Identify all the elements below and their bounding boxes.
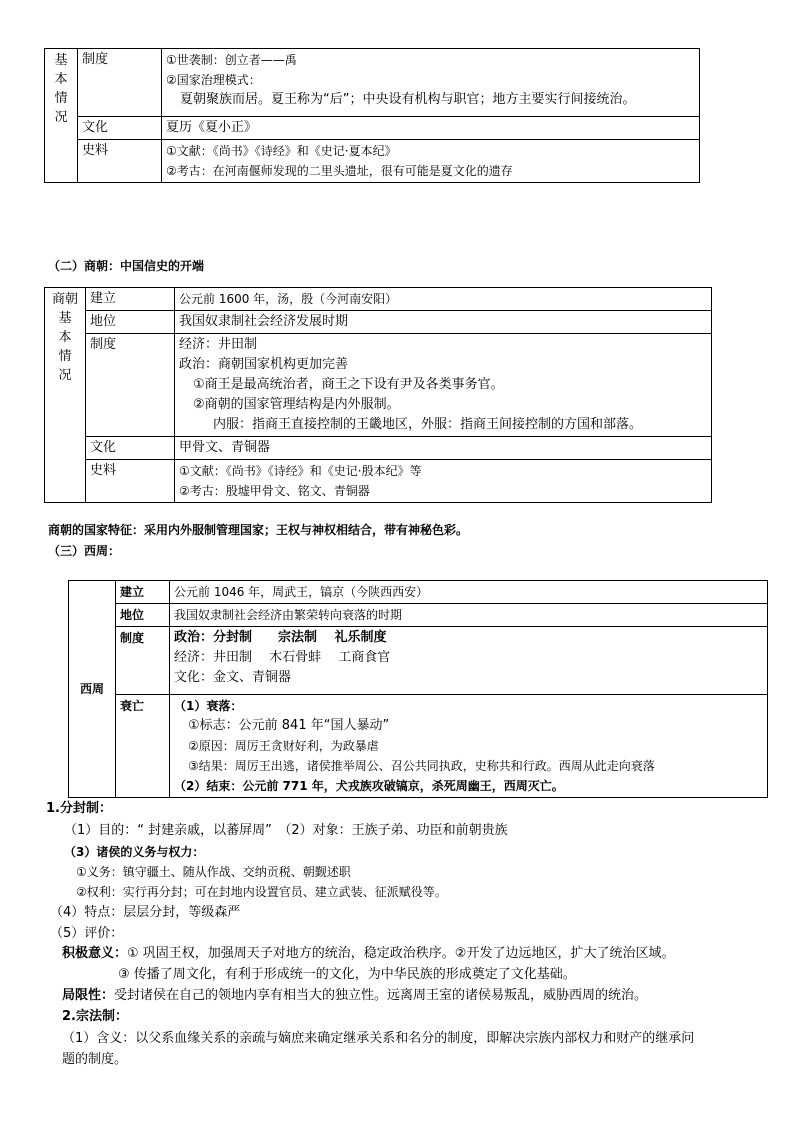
- content-line: 夏历《夏小正》: [166, 120, 258, 135]
- row-label: 制度: [86, 334, 175, 437]
- row-content: [175, 437, 712, 460]
- row-label: 史料: [86, 460, 175, 503]
- fengjian-duties-title: （3）诸侯的义务与权力：: [64, 845, 205, 859]
- row-label: 文化: [78, 117, 162, 140]
- content-line: ①标志：公元前 841 年“国人暴动”: [188, 718, 390, 733]
- zongfa-meaning-1: （1）含义：以父系血缘关系的亲疏与嫡庶来确定继承关系和名分的制度，即解决宗族内部权力和财产的继承问: [62, 1031, 695, 1046]
- content-line: 经济：井田制: [179, 337, 258, 352]
- fengjian-title: 1.分封制：: [46, 801, 112, 816]
- content-line: ①文献：《尚书》《诗经》和《史记·殷本纪》等: [179, 464, 422, 478]
- row-label: 地位: [116, 604, 170, 627]
- row-label: 建立: [116, 581, 170, 604]
- side-char: 况: [58, 368, 72, 383]
- content-line: 夏朝聚族而居。夏王称为“后”；中央设有机构与职官；地方主要实行间接统治。: [180, 92, 636, 107]
- content-line: 我国奴隶制社会经济发展时期: [179, 314, 349, 329]
- fengjian-duty2: ②权利：实行再分封；可在封地内设置官员、建立武装、征派赋役等。: [76, 885, 447, 899]
- row-content: [175, 460, 712, 503]
- row-content: [175, 288, 712, 311]
- zhou-table: [68, 580, 768, 798]
- side-char: 情: [58, 349, 72, 364]
- shang-heading: （二）商朝：中国信史的开端: [48, 259, 205, 273]
- content-line: 政治：分封制 宗法制 礼乐制度: [174, 630, 387, 645]
- fengjian-positive-2: ③ 传播了周文化，有利于形成统一的文化，为中华民族的形成奠定了文化基础。: [118, 967, 576, 982]
- row-content: [175, 334, 712, 437]
- content-line: 我国奴隶制社会经济由繁荣转向衰落的时期: [174, 608, 403, 622]
- row-label: 史料: [78, 140, 162, 183]
- content-line: 公元前 1600 年，汤，殷（今河南安阳）: [179, 292, 398, 306]
- zhou-side-cell: 西周: [69, 581, 116, 798]
- content-line: 政治：商朝国家机构更加完善: [179, 357, 349, 372]
- content-line: 内服：指商王直接控制的王畿地区，外服：指商王间接控制的方国和部落。: [213, 417, 643, 432]
- row-label: 制度: [78, 49, 162, 117]
- shang-side-cell: [45, 288, 86, 503]
- content-line: 公元前 1046 年，周武王，镐京（今陕西西安）: [174, 585, 429, 599]
- shang-feature: 商朝的国家特征：采用内外服制管理国家；王权与神权相结合，带有神秘色彩。: [48, 523, 469, 537]
- side-char: 商朝: [51, 292, 78, 307]
- content-line: ②考古：殷墟甲骨文、铭文、青铜器: [179, 484, 370, 498]
- side-char: 情: [54, 91, 68, 106]
- row-label: 制度: [116, 627, 170, 695]
- row-content: [175, 311, 712, 334]
- content-line: ①世袭制：创立者——禹: [166, 53, 297, 67]
- limit-text: 受封诸侯在自己的领地内享有相当大的独立性。远离周王室的诸侯易叛乱，威胁西周的统治。: [114, 988, 648, 1003]
- content-line: ②国家治理模式：: [166, 73, 261, 87]
- positive-text-1: ① 巩固王权，加强周天子对地方的统治，稳定政治秩序。②开发了边远地区，扩大了统治区域。: [127, 946, 675, 961]
- content-line: ③结果：周厉王出逃，诸侯推举周公、召公共同执政，史称共和行政。西周从此走向衰落: [188, 759, 655, 773]
- content-line: 文化：金文、青铜器: [174, 670, 292, 685]
- zhou-heading: （三）西周：: [48, 544, 121, 558]
- row-content: [170, 695, 768, 798]
- row-content: [162, 49, 700, 117]
- fengjian-positive: [62, 944, 674, 964]
- fengjian-limit: [62, 986, 647, 1006]
- row-label: 地位: [86, 311, 175, 334]
- shang-table: [44, 287, 712, 503]
- row-content: [170, 581, 768, 604]
- zongfa-title: 2.宗法制：: [62, 1009, 128, 1024]
- side-char: 基: [54, 53, 68, 68]
- side-char: 况: [54, 110, 68, 125]
- content-line: ①文献：《尚书》《诗经》和《史记·夏本纪》: [166, 144, 397, 158]
- row-label: 建立: [86, 288, 175, 311]
- content-line: ①商王是最高统治者，商王之下设有尹及各类事务官。: [193, 377, 504, 392]
- row-content: [170, 627, 768, 695]
- content-line: ②考古：在河南偃师发现的二里头遗址，很有可能是夏文化的遗存: [166, 164, 513, 178]
- xia-table: [44, 48, 700, 183]
- row-content: [162, 140, 700, 183]
- content-line: 经济：井田制 木石骨蚌 工商食官: [174, 650, 391, 665]
- side-char: 本: [54, 72, 68, 87]
- row-label: 衰亡: [116, 695, 170, 798]
- content-line: ②商朝的国家管理结构是内外服制。: [193, 397, 400, 412]
- limit-label: 局限性：: [62, 988, 115, 1003]
- side-char: 基: [58, 311, 72, 326]
- fengjian-duty1: ①义务：镇守疆土、随从作战、交纳贡税、朝觐述职: [76, 865, 351, 879]
- fengjian-eval-title: （5）评价：: [50, 926, 124, 941]
- zongfa-meaning-2: 题的制度。: [62, 1052, 128, 1067]
- side-char: 本: [58, 330, 72, 345]
- row-content: [162, 117, 700, 140]
- content-line: （2）结束：公元前 771 年，犬戎族攻破镐京，杀死周幽王，西周灭亡。: [174, 779, 564, 793]
- fengjian-purpose: （1）目的：“ 封建亲戚，以蕃屏周” （2）对象：王族子弟、功臣和前朝贵族: [64, 823, 508, 838]
- row-content: [170, 604, 768, 627]
- row-label: 文化: [86, 437, 175, 460]
- xia-side-cell: [45, 49, 78, 183]
- fengjian-feature: （4）特点：层层分封，等级森严: [50, 905, 241, 920]
- content-line: ②原因：周厉王贪财好利，为政暴虐: [188, 739, 379, 753]
- positive-label: 积极意义：: [62, 946, 128, 961]
- content-line: 甲骨文、青铜器: [179, 440, 271, 455]
- content-line: （1）衰落：: [174, 699, 243, 713]
